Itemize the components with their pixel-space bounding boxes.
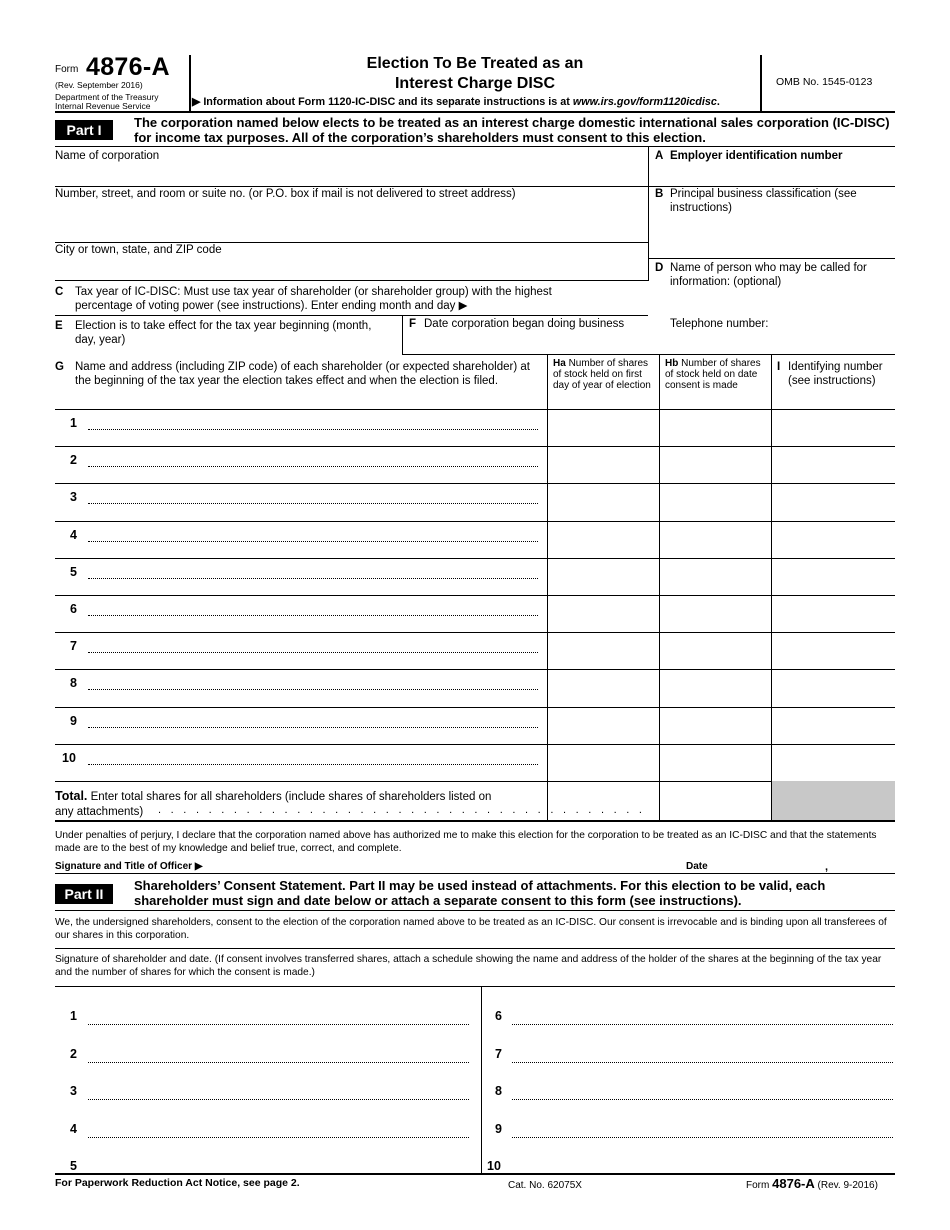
footer-form-word: Form xyxy=(746,1180,770,1191)
signature-line xyxy=(512,1099,893,1100)
officer-signature-field[interactable] xyxy=(220,850,680,872)
total-ha-field[interactable] xyxy=(549,781,658,819)
tax-year-label-text: percentage of voting power (see instructions). Enter ending month and day xyxy=(75,300,456,312)
shares-consent-date-field[interactable] xyxy=(661,670,770,705)
identifying-number-field[interactable] xyxy=(773,745,894,780)
part-2-tag: Part II xyxy=(55,884,113,904)
shares-first-day-field[interactable] xyxy=(549,596,658,631)
revision-date: (Rev. September 2016) xyxy=(55,80,143,90)
catalog-number: Cat. No. 62075X xyxy=(508,1180,582,1191)
consent-row-number: 5 xyxy=(70,1159,77,1173)
contact-person-field[interactable] xyxy=(650,290,894,316)
signature-label xyxy=(55,861,203,872)
identifying-number-field[interactable] xyxy=(773,596,894,631)
form-title-line1: Election To Be Treated as an xyxy=(366,55,584,72)
business-class-letter: B xyxy=(655,188,664,200)
consent-row-number: 3 xyxy=(70,1084,77,1098)
shareholder-name-address-field[interactable] xyxy=(88,525,538,547)
business-class-label: Principal business classification (see instructions) xyxy=(670,188,857,214)
shares-first-day-field[interactable] xyxy=(549,410,658,445)
shares-consent-date-field[interactable] xyxy=(661,559,770,594)
shares-consent-date-field[interactable] xyxy=(661,633,770,668)
arrow-right-icon: ▶ xyxy=(458,300,468,312)
date-comma: , xyxy=(825,861,829,873)
shareholder-name-address-field[interactable] xyxy=(88,450,538,472)
identifying-number-field[interactable] xyxy=(773,410,894,445)
entry-line xyxy=(88,652,538,653)
shareholder-name-address-field[interactable] xyxy=(88,748,538,770)
hb-header xyxy=(665,358,769,391)
entry-line xyxy=(88,503,538,504)
consent-row-number: 7 xyxy=(495,1046,502,1061)
shareholder-name-address-field[interactable] xyxy=(88,636,538,658)
entry-line xyxy=(88,578,538,579)
entry-line xyxy=(88,615,538,616)
shareholder-name-address-field[interactable] xyxy=(88,711,538,733)
signature-line xyxy=(88,1137,469,1138)
ha-label: Number of shares of stock held on first day of year of election xyxy=(553,358,651,391)
department: Department of the Treasury xyxy=(55,92,159,102)
entry-line xyxy=(88,727,538,728)
street-address-label: Number, street, and room or suite no. (or P.O. box if mail is not delivered to street address) xyxy=(55,188,516,200)
total-label-line1 xyxy=(55,789,491,804)
name-of-corporation-field[interactable] xyxy=(55,164,647,186)
city-state-zip-field[interactable] xyxy=(55,258,647,280)
business-class-field[interactable] xyxy=(650,214,894,258)
shares-first-day-field[interactable] xyxy=(549,670,658,705)
shareholder-name-address-field[interactable] xyxy=(88,599,538,621)
entry-line xyxy=(88,466,538,467)
hb-letter: Hb xyxy=(665,358,679,369)
signature-line xyxy=(512,1137,893,1138)
shareholder-row-number: 7 xyxy=(70,639,77,654)
entry-line xyxy=(88,689,538,690)
form-number: 4876-A xyxy=(86,53,170,81)
shareholder-row-number: 4 xyxy=(70,527,77,542)
city-state-zip-label: City or town, state, and ZIP code xyxy=(55,244,222,256)
i-letter: I xyxy=(777,361,781,373)
election-date-label: Election is to take effect for the tax year beginning (month, day, year) xyxy=(75,320,372,346)
identifying-number-field[interactable] xyxy=(773,670,894,705)
shares-first-day-field[interactable] xyxy=(549,522,658,557)
identifying-number-field[interactable] xyxy=(773,559,894,594)
tax-year-letter: C xyxy=(55,286,64,298)
signature-line xyxy=(88,1099,469,1100)
date-began-label: Date corporation began doing business xyxy=(424,318,625,330)
signature-line xyxy=(88,1024,469,1025)
shares-first-day-field[interactable] xyxy=(549,484,658,519)
consent-row-number: 4 xyxy=(70,1121,77,1136)
shareholder-row-number: 8 xyxy=(70,676,77,691)
agency: Internal Revenue Service xyxy=(55,101,151,111)
consent-row-number: 9 xyxy=(495,1121,502,1136)
info-prefix: Information about Form 1120-IC-DISC and its separate instructions is at xyxy=(203,96,570,108)
paperwork-notice: For Paperwork Reduction Act Notice, see page 2. xyxy=(55,1177,300,1189)
shares-consent-date-field[interactable] xyxy=(661,484,770,519)
shares-consent-date-field[interactable] xyxy=(661,596,770,631)
telephone-field[interactable] xyxy=(780,316,894,336)
signature-line xyxy=(512,1062,893,1063)
consent-row-number: 1 xyxy=(70,1009,77,1023)
contact-person-letter: D xyxy=(655,262,664,274)
identifying-number-field[interactable] xyxy=(773,484,894,519)
shares-first-day-field[interactable] xyxy=(549,559,658,594)
shareholder-row-number: 2 xyxy=(70,453,77,468)
signature-line xyxy=(88,1062,469,1063)
total-shaded-cell xyxy=(772,781,895,820)
entry-line xyxy=(88,429,538,430)
contact-person-label: Name of person who may be called for information: (optional) xyxy=(670,262,867,288)
hb-label: Number of shares of stock held on date consent is made xyxy=(665,358,761,391)
total-label-line2: any attachments) xyxy=(55,806,144,818)
shareholder-name-address-field[interactable] xyxy=(88,562,538,584)
shares-consent-date-field[interactable] xyxy=(661,522,770,557)
officer-date-field[interactable] xyxy=(716,850,894,872)
date-began-letter: F xyxy=(409,318,417,330)
identifying-number-field[interactable] xyxy=(773,708,894,743)
footer-revision: (Rev. 9-2016) xyxy=(817,1180,878,1191)
arrow-right-icon: ▶ xyxy=(192,96,201,108)
consent-row-number: 8 xyxy=(495,1084,502,1098)
entry-line xyxy=(88,764,538,765)
tax-year-ending-field[interactable] xyxy=(510,293,646,313)
omb-number: OMB No. 1545-0123 xyxy=(776,76,873,88)
footer-form-id xyxy=(746,1176,878,1191)
tax-year-label-line1: Tax year of IC-DISC: Must use tax year of shareholder (or shareholder group) with the highest xyxy=(75,286,552,298)
election-date-letter: E xyxy=(55,320,63,332)
perjury-statement: Under penalties of perjury, I declare that the corporation named above has authorized me to make this election for the corporation to be treated as an IC-DISC and that the statements made are to the best of my knowledge and belief true, correct, and complete. xyxy=(55,830,877,854)
shares-first-day-field[interactable] xyxy=(549,447,658,482)
identifying-number-field[interactable] xyxy=(773,522,894,557)
shares-consent-date-field[interactable] xyxy=(661,708,770,743)
part-1-tag: Part I xyxy=(55,120,113,140)
total-text: Enter total shares for all shareholders (include shares of shareholders listed on xyxy=(90,791,492,803)
entry-line xyxy=(88,541,538,542)
ein-letter: A xyxy=(655,150,664,162)
i-label: Identifying number (see instructions) xyxy=(788,361,883,387)
shareholder-name-address-field[interactable] xyxy=(88,413,538,435)
shareholders-letter: G xyxy=(55,361,64,373)
street-address-field[interactable] xyxy=(55,202,647,242)
consent-statement: We, the undersigned shareholders, consent to the election of the corporation named above to be treated as an IC-DISC. Our consent is irrevocable and is binding upon all transferees of our shares in this corporation. xyxy=(55,917,887,941)
ein-field[interactable] xyxy=(650,164,894,186)
consent-row-number: 10 xyxy=(487,1159,501,1173)
info-line: ▶ Information about Form 1120-IC-DISC and its separate instructions is at www.irs.gov/form1120icdisc. xyxy=(192,96,720,108)
shares-first-day-field[interactable] xyxy=(549,708,658,743)
signature-line xyxy=(512,1024,893,1025)
arrow-right-icon: ▶ xyxy=(194,861,203,872)
ein-label: Employer identification number xyxy=(670,150,843,162)
tax-year-label-line2 xyxy=(75,299,467,313)
footer-form-number: 4876-A xyxy=(772,1176,815,1191)
info-url[interactable]: www.irs.gov/form1120icdisc xyxy=(572,96,717,108)
signature-instructions: Signature of shareholder and date. (If consent involves transferred shares, attach a schedule showing the name and address of the holder of the shares at the beginning of the tax year and the number of shares for which the consent is made.) xyxy=(55,954,882,978)
signature-label-text: Signature and Title of Officer xyxy=(55,861,193,872)
shareholder-name-address-field[interactable] xyxy=(88,487,538,509)
shares-first-day-field[interactable] xyxy=(549,745,658,780)
shares-consent-date-field[interactable] xyxy=(661,447,770,482)
identifying-number-field[interactable] xyxy=(773,633,894,668)
form-word: Form xyxy=(55,64,79,75)
shares-first-day-field[interactable] xyxy=(549,633,658,668)
ha-letter: Ha xyxy=(553,358,566,369)
shareholders-label: Name and address (including ZIP code) of each shareholder (or expected shareholder) at the beginning of the tax year the election takes effect and when the election is filed. xyxy=(75,361,530,387)
shareholder-row-number: 3 xyxy=(70,490,77,505)
total-hb-field[interactable] xyxy=(661,781,770,819)
shares-consent-date-field[interactable] xyxy=(661,410,770,445)
identifying-number-field[interactable] xyxy=(773,447,894,482)
total-bold: Total. xyxy=(55,789,88,803)
part-2-heading: Shareholders’ Consent Statement. Part II may be used instead of attachments. For this election to be valid, each shareholder must sign and date below or attach a separate consent to this form (see instructions). xyxy=(134,878,826,908)
telephone-label: Telephone number: xyxy=(670,318,769,330)
shareholder-row-number: 5 xyxy=(70,564,77,579)
shareholder-name-address-field[interactable] xyxy=(88,673,538,695)
shareholder-row-number: 9 xyxy=(70,713,77,728)
form-title-line2: Interest Charge DISC xyxy=(394,75,556,92)
part-1-heading: The corporation named below elects to be treated as an interest charge domestic international sales corporation (IC-DISC) for income tax purposes. All of the corporation’s shareholders must consent to this election. xyxy=(134,115,890,145)
total-leader-dots: ....................................... xyxy=(158,804,652,816)
shareholder-row-number: 6 xyxy=(70,602,77,616)
shares-consent-date-field[interactable] xyxy=(661,745,770,780)
shareholder-row-number: 10 xyxy=(62,750,76,765)
consent-row-number: 2 xyxy=(70,1046,77,1061)
i-header xyxy=(777,360,780,374)
name-of-corporation-label: Name of corporation xyxy=(55,150,160,162)
date-label: Date xyxy=(686,861,708,872)
date-began-field[interactable] xyxy=(404,332,646,354)
ha-header xyxy=(553,358,659,391)
shareholder-row-number: 1 xyxy=(70,416,77,430)
consent-row-number: 6 xyxy=(495,1009,502,1023)
